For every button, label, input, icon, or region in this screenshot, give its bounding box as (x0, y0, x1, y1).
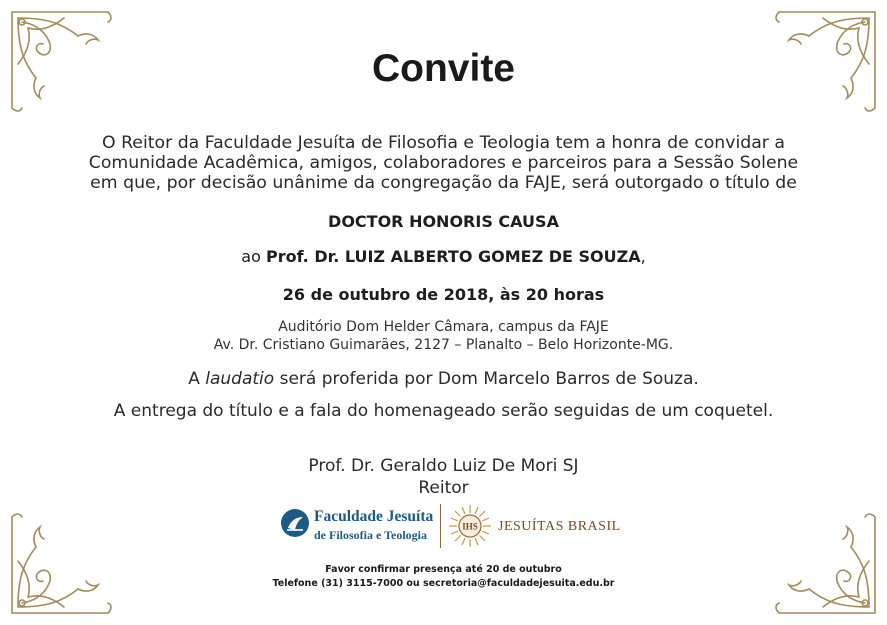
venue-line-1: Auditório Dom Helder Câmara, campus da FAJE (278, 319, 609, 335)
laudatio-before: A (188, 369, 206, 389)
intro-line: em que, por decisão unânime da congregação da FAJE, será outorgado o título de (90, 173, 797, 193)
faje-logo-icon (280, 508, 310, 538)
honorary-title: DOCTOR HONORIS CAUSA (328, 212, 559, 231)
honoree-suffix: , (640, 247, 646, 266)
jesuitas-monogram: IHS (462, 521, 478, 532)
jesuitas-sun-icon (448, 504, 492, 548)
laudatio-line (30, 369, 857, 389)
laudatio-after: será proferida por Dom Marcelo Barros de Souza. (274, 369, 699, 389)
invitation-intro (30, 133, 857, 193)
event-date: 26 de outubro de 2018, às 20 horas (282, 285, 605, 304)
logo-divider (440, 504, 441, 548)
intro-line: Comunidade Acadêmica, amigos, colaboradores e parceiros para a Sessão Solene (88, 153, 799, 173)
delivery-note: A entrega do título e a fala do homenageado serão seguidas de um coquetel. (113, 401, 774, 421)
contact-info: Telefone (31) 3115-7000 ou secretoria@faculdadejesuita.edu.br (272, 578, 615, 589)
intro-line: O Reitor da Faculdade Jesuíta de Filosofia e Teologia tem a honra de convidar a (101, 133, 785, 153)
laudatio-italic: laudatio (205, 369, 275, 389)
page-title: Convite (371, 47, 515, 90)
signature-block (30, 455, 857, 499)
honoree-prefix: ao (241, 247, 266, 266)
signer-role: Reitor (418, 478, 469, 498)
rsvp-note: Favor confirmar presença até 20 de outubro (325, 564, 562, 575)
faje-subtitle: de Filosofia e Teologia (314, 528, 428, 542)
jesuitas-brasil-name: JESUÍTAS BRASIL (498, 519, 621, 534)
honoree-line (30, 247, 857, 266)
signer-name: Prof. Dr. Geraldo Luiz De Mori SJ (308, 456, 579, 476)
corner-ornament-bottom-left (8, 507, 118, 617)
venue-line-2: Av. Dr. Cristiano Guimarães, 2127 – Planalto – Belo Horizonte-MG. (213, 337, 674, 353)
event-venue (30, 318, 857, 354)
logos-row (280, 502, 620, 550)
corner-ornament-bottom-right (769, 507, 879, 617)
honoree-name: Prof. Dr. LUIZ ALBERTO GOMEZ DE SOUZA (265, 247, 641, 266)
faje-name: Faculdade Jesuíta (314, 508, 434, 525)
